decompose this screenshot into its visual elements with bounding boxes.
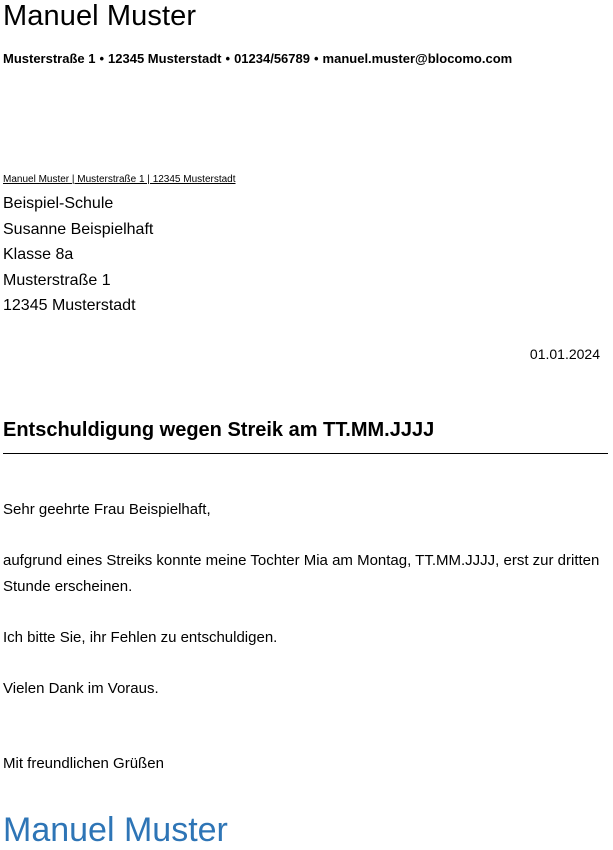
recipient-address-block — [3, 191, 153, 319]
sender-phone: 01234/56789 — [234, 51, 310, 66]
return-address-line: Manuel Muster | Musterstraße 1 | 12345 Musterstadt — [3, 174, 236, 185]
sender-contact-line — [3, 51, 512, 67]
sender-email: manuel.muster@blocomo.com — [322, 51, 513, 66]
recipient-line: Klasse 8a — [3, 246, 74, 263]
sender-city: 12345 Musterstadt — [108, 51, 222, 66]
signature-name: Manuel Muster — [3, 811, 228, 849]
salutation: Sehr geehrte Frau Beispielhaft, — [3, 501, 211, 518]
recipient-line: 12345 Musterstadt — [3, 297, 136, 314]
recipient-line: Beispiel-Schule — [3, 195, 114, 212]
subject-line: Entschuldigung wegen Streik am TT.MM.JJJJ — [3, 419, 435, 441]
letter-body — [3, 497, 611, 727]
body-paragraph: aufgrund eines Streiks konnte meine Tochter Mia am Montag, TT.MM.JJJJ, erst zur dritten Stunde erscheinen. — [3, 552, 600, 595]
subject-divider — [3, 453, 608, 454]
body-paragraph: Vielen Dank im Voraus. — [3, 679, 159, 697]
recipient-line: Musterstraße 1 — [3, 271, 111, 289]
letter-date: 01.01.2024 — [529, 346, 600, 362]
sender-name-heading: Manuel Muster — [3, 0, 197, 32]
closing-phrase: Mit freundlichen Grüßen — [3, 755, 164, 772]
sender-street: Musterstraße 1 — [3, 51, 96, 66]
separator-bullet: • — [99, 51, 105, 66]
body-paragraph: Ich bitte Sie, ihr Fehlen zu entschuldigen. — [3, 628, 278, 646]
recipient-line: Susanne Beispielhaft — [3, 220, 154, 238]
separator-bullet: • — [313, 51, 319, 66]
separator-bullet: • — [225, 51, 231, 66]
